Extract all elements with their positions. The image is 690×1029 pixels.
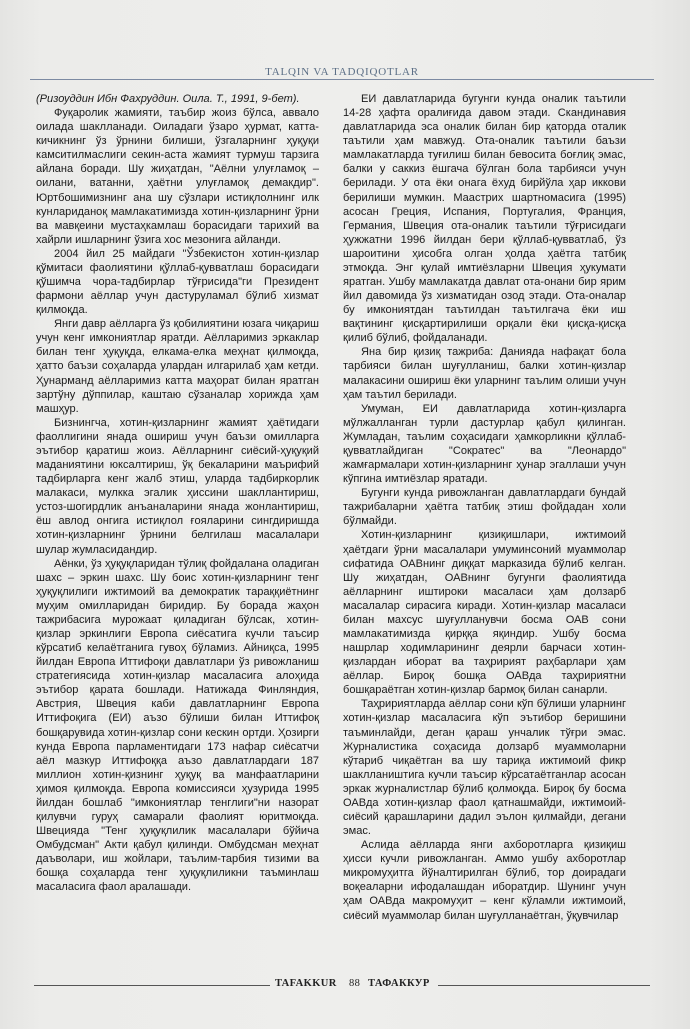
running-header xyxy=(30,62,654,80)
paragraph: Таҳририятларда аёллар сони кўп бўлиши уларнинг хотин-қизлар масаласига кўп эътибор беришини таъминлайди, деган қараш унчалик тўғри эмас. Журналистика соҳасида долзарб муаммоларни кўтариб чиқаётган ва шу тариқа ижтимоий фикр шакллаништига кучли таъсир кўрсатаётганлар асосан эркак журналистлар бўлиб қолмоқда. Бироқ бу босма ОАВда хотин-қизлар фаол қатнашмайди, ижтимоий-сиёсий қарашларини дадил эълон қилмайди, дегани эмас. xyxy=(343,698,626,838)
paragraph: Умуман, ЕИ давлатларида хотин-қизларга мўлжалланган турли дастурлар қабул қилинган. Жумладан, таълим соҳасидаги ҳамкорликни қўллаб-қувватлайдиган "Сократес" ва "Леонардо" жамғармалари хотин-қизларнинг ҳунар эгаллаши учун кўпгина имтиёзлар яратади. xyxy=(343,402,626,486)
paragraph: 2004 йил 25 майдаги "Ўзбекистон хотин-қизлар қўмитаси фаолиятини қўллаб-қувватлаш борасидаги қўшимча чора-тадбирлар тўғрисида"ги Президент фармони аёллар учун дастуруламал бўлиб хизмат қилмоқда. xyxy=(36,247,319,317)
paragraph: Аёнки, ўз ҳуқуқларидан тўлиқ фойдалана оладиган шахс – эркин шахс. Шу боис хотин-қизларнинг тенг ҳуқуқлилиги ижтимоий ва демократик тараққиётнинг муҳим омилларидан биридир. Бу борада жаҳон тажрибасига мурожаат қиладиган бўлсак, хотин-қизлар эркинлиги Европа сиёсатига кучли таъсир кўрсатиб келаётганига гувоҳ бўламиз. Айниқса, 1995 йилдан Европа Иттифоқи давлатлари ўз ривожланиш стратегиясида хотин-қизлар масаласига алоҳида эътибор қарата бошлади. Натижада Финляндия, Австрия, Швеция каби давлатларнинг Европа Иттифоқига (ЕИ) аъзо бўлиши билан Иттифоқ бошқарувида хотин-қизлар сони кескин ортди. Ҳозирги кунда Европа парламентидаги 173 нафар сиёсатчи аёл мазкур Иттифоққа аъзо давлатлардаги 187 миллион хотин-қизнинг ҳуқуқ ва манфаатларини ҳимоя қилмоқда. Европа комиссияси ҳузурида 1995 йилдан бошлаб "имкониятлар тенглиги"ни назорат қилувчи гуруҳ самарали фаолият юритмоқда. Швецияда "Тенг ҳуқуқлилик масалалари бўйича Омбудсман" Акти қабул қилинди. Омбудсман меҳнат даъволари, иш жойлари, таълим-тарбия тизими ва бошқа соҳаларда тенг ҳуқуқлиликни таъминлаш масаласига фаол аралашади. xyxy=(36,557,319,894)
footer-rule-right xyxy=(438,985,650,986)
right-column xyxy=(343,92,626,923)
journal-name-cyrillic: ТАФАККУР xyxy=(368,978,430,989)
paragraph: Аслида аёлларда янги ахборотларга қизиқиш ҳисси кучли ривожланган. Аммо ушбу ахборотлар микромуҳитга йўналтирилган бўлиб, тор доирадаги воқеаларни ифодалашдан иборатдир. Шунинг учун ҳам ОАВда макромуҳит – кенг кўламли ижтимоий, сиёсий муаммолар билан шуғулланаётган, ўқувчилар xyxy=(343,839,626,922)
footer-rule-left xyxy=(34,985,270,986)
citation: (Ризоуддин Ибн Фахруддин. Оила. Т., 1991, 9-бет). xyxy=(36,93,300,105)
section-title: TALQIN VA TADQIQOTLAR xyxy=(265,66,419,78)
page-number: 88 xyxy=(349,978,361,989)
paragraph: ЕИ давлатларида бугунги кунда оналик таътили 14-28 ҳафта оралиғида давом этади. Скандинавия давлатларида эса оналик билан бир қаторда оталик таътили ҳам мавжуд. Ота-оналик таътили баъзи мамлакатларда туғилиш билан бевосита боғлиқ эмас, балки у саккиз ёшгача бўлган бола тарбияси учун берилади. У ота ёки онага ёхуд бирйўла ҳар иккови берилиши мумкин. Маастрих шартномасига (1995) асосан Греция, Испания, Португалия, Франция, Германия, Швеция ота-оналик таътили тўғрисидаги ҳужжатни 1996 йилдан бери қўллаб-қувватлаб, ўз шароитини ҳисобга олган ҳолда ҳаётга татбиқ этмоқда. Энг қулай имтиёзларни Швеция ҳукумати яратган. Ушбу мамлакатда давлат ота-онани бир ярим йил давомида ўз хизматидан озод этади. Ота-оналар бу имкониятдан таътилдан таътилгача ёки иш вақтининг қисқартирилиши орқали ёки қисқа-қисқа қилиб бўлиб, фойдаланади. xyxy=(343,93,626,345)
paragraph: Яна бир қизиқ тажриба: Данияда нафақат бола тарбияси билан шуғулланиш, балки хотин-қизлар малакасини ошириш ёки уларнинг таълим олиши учун ҳам таътил берилади. xyxy=(343,346,626,401)
left-column xyxy=(36,92,319,894)
paragraph: Бизнингча, хотин-қизларнинг жамият ҳаётидаги фаоллигини янада ошириш учун баъзи омилларга эътибор қаратиш жоиз. Аёлларнинг сиёсий-ҳуқуқий маданиятини юксалтириш, ўқ бекаларини маърифий тадбирларга кенг жалб этиш, уларда тадбиркорлик малакаси, мулкка эгалик ҳиссини шакллантириш, устоз-шогирдлик анъаналарини янада жонлантириш, ёш авлод онгига истиқлол ғояларини сингдиришда хотин-қизларнинг ўрнини белгилаш масалалари шулар жумласидандир. xyxy=(36,416,319,556)
paragraph: Хотин-қизларнинг қизиқишлари, ижтимоий ҳаётдаги ўрни масалалари умуминсоний муаммолар сифатида ОАВнинг диққат марказида бўлиб келган. Шу жиҳатдан, ОАВнинг бугунги фаолиятида аёлларнинг иштироки масаласи ҳам долзарб масалалар сирасига киради. Хотин-қизлар масаласи билан махсус шуғулланувчи босма ОАВ сони мамлакатимизда қирққа яқиндир. Ушбу босма нашрлар ходимларининг деярли барчаси хотин-қизлардан иборат ва таҳририят раҳбарлари ҳам аёллар. Бироқ бошқа ОАВда таҳририятни бошқараётган хотин-қизлар бармоқ билан санарли. xyxy=(343,529,626,697)
paragraph: Янги давр аёлларга ўз қобилиятини юзага чиқариш учун кенг имкониятлар яратди. Аёлларимиз эркаклар билан тенг ҳуқуқда, елкама-елка меҳнат қилмоқда, ҳатто баъзи соҳаларда улардан илгарилаб ҳам кетди. Ҳунарманд аёлларимиз катта маҳорат билан яратган зартўну дўппилар, каштаю сўзаналар хорижда ҳам машҳур. xyxy=(36,318,319,415)
header-rule xyxy=(30,79,654,80)
paragraph: Бугунги кунда ривожланган давлатлардаги бундай тажрибаларни ҳаётга татбиқ этиш фойдадан холи бўлмайди. xyxy=(343,487,626,528)
running-footer xyxy=(30,976,654,996)
journal-name-latin: TAFAKKUR xyxy=(275,978,337,989)
paragraph: Фуқаролик жамияти, таъбир жоиз бўлса, аввало оилада шаклланади. Оиладаги ўзаро ҳурмат, катта-кичикнинг ўз ўрнини билиши, ўзгаларнинг ҳуқуқи камситилмаслиги секин-аста жамият турмуш тарзига айлана боради. Шу жиҳатдан, "Аёлни улуғламоқ – оилани, ватанни, ҳаётни улуғламоқ демакдир". Юртбошимизнинг ана шу сўзлари истиқлолнинг илк кунлариданоқ мамлакатимизда хотин-қизларнинг ўрни ва мавқеини мустаҳкамлаш борасидаги тарихий ва хайрли ишларнинг ўзига хос мезонига айланди. xyxy=(36,107,319,246)
